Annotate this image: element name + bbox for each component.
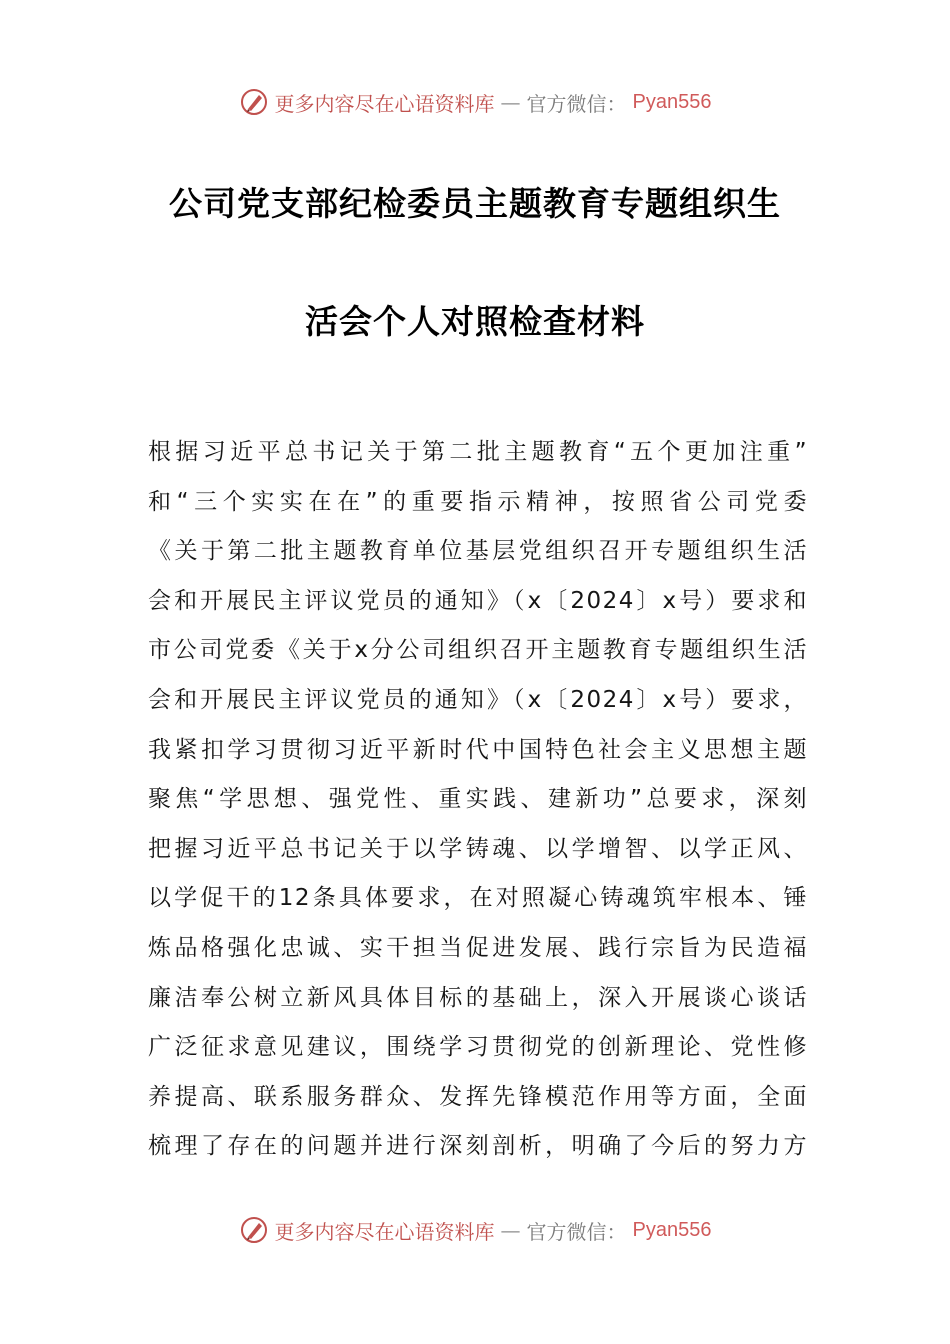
watermark-wechat-id: Pyan556 (632, 1218, 712, 1241)
body-line: 聚焦“学思想、强党性、重实践、建新功”总要求，深刻 (148, 786, 808, 813)
body-line: 把握习近平总书记关于以学铸魂、以学增智、以学正风、 (148, 835, 808, 862)
watermark-text: 更多内容尽在心语资料库 (274, 91, 495, 116)
body-line: 和“三个实实在在”的重要指示精神，按照省公司党委 (148, 488, 808, 515)
watermark-wechat-label: 官方微信： (526, 1219, 627, 1244)
body-line: 养提高、联系服务群众、发挥先锋模范作用等方面，全面 (148, 1083, 808, 1110)
watermark-separator: — (500, 1218, 521, 1242)
watermark-wechat-label: 官方微信： (526, 91, 627, 116)
body-line: 以学促干的12条具体要求，在对照凝心铸魂筑牢根本、锤 (148, 885, 808, 912)
watermark-text: 更多内容尽在心语资料库 (274, 1219, 495, 1244)
body-line: 廉洁奉公树立新风具体目标的基础上，深入开展谈心谈话 (148, 984, 808, 1011)
body-line: 我紧扣学习贯彻习近平新时代中国特色社会主义思想主题 (148, 736, 808, 763)
document-title-line-1: 公司党支部纪检委员主题教育专题组织生 (169, 184, 781, 223)
body-line: 炼品格强化忠诚、实干担当促进发展、践行宗旨为民造福 (148, 934, 808, 961)
watermark-wechat-id: Pyan556 (632, 90, 712, 113)
body-line: 梳理了存在的问题并进行深刻剖析，明确了今后的努力方 (148, 1133, 808, 1160)
body-line: 《关于第二批主题教育单位基层党组织召开专题组织生活 (148, 538, 808, 565)
body-line: 市公司党委《关于x分公司组织召开主题教育专题组织生活 (148, 637, 808, 664)
body-line: 会和开展民主评议党员的通知》（x〔2024〕x号）要求， (148, 686, 808, 713)
pen-circle-icon (239, 87, 269, 117)
watermark-separator: — (500, 90, 521, 114)
body-line: 会和开展民主评议党员的通知》（x〔2024〕x号）要求和 (148, 587, 808, 614)
footer-watermark (0, 1210, 950, 1250)
body-line: 根据习近平总书记关于第二批主题教育“五个更加注重” (148, 439, 808, 465)
pen-circle-icon (239, 1215, 269, 1245)
body-line: 广泛征求意见建议，围绕学习贯彻党的创新理论、党性修 (148, 1034, 808, 1061)
document-title-line-2: 活会个人对照检查材料 (305, 302, 645, 341)
document-body (148, 428, 808, 1172)
header-watermark (0, 82, 950, 122)
